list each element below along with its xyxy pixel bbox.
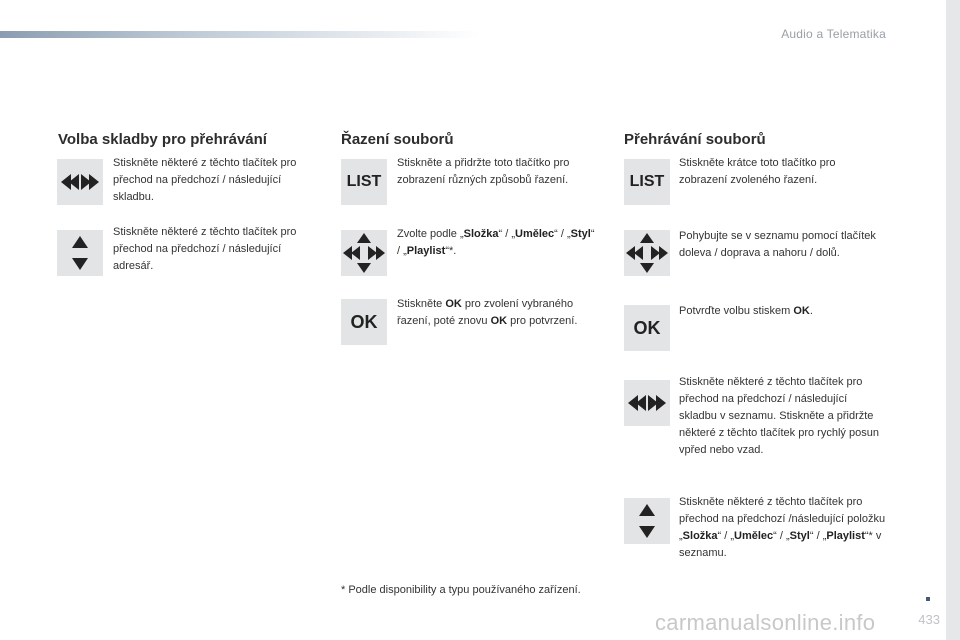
four-way-arrows-icon <box>341 230 387 276</box>
header-gradient-bar <box>0 31 480 38</box>
page-number: 433 <box>918 612 940 627</box>
section-title: Audio a Telematika <box>781 27 886 41</box>
list-label: LIST <box>346 173 382 190</box>
ok-button-icon <box>341 299 387 345</box>
prev-next-arrows-icon <box>57 159 103 205</box>
page-marker <box>926 597 930 601</box>
track-select-description: Stiskněte některé z těchto tlačítek pro přechod na předchozí / následující skladbu. <box>113 157 297 203</box>
sorting-confirm-description: Stiskněte OK pro zvolení vybraného řazení, poté znovu OK pro potvrzení. <box>397 298 578 327</box>
skip-category-description: Stiskněte některé z těchto tlačítek pro přechod na předchozí /následující položku „Složka“ / „Umělec“ / „Styl“ / „Playlist“* v seznamu. <box>679 496 886 559</box>
skip-track-description: Stiskněte některé z těchto tlačítek pro přechod na předchozí / následující skladbu v seznamu. Stiskněte a přidržte některé z těchto tlačítek pro rychlý posun vpřed nebo vzad. <box>679 376 879 456</box>
up-down-arrows-icon <box>57 230 103 276</box>
folder-select-description: Stiskněte některé z těchto tlačítek pro přechod na předchozí / následující adresář. <box>113 226 297 272</box>
footnote: * Podle disponibility a typu používaného zařízení. <box>341 584 581 596</box>
playback-list-description: Stiskněte krátce toto tlačítko pro zobrazení zvoleného řazení. <box>679 157 836 186</box>
prev-next-arrows-icon <box>624 380 670 426</box>
column-title-file-playback: Přehrávání souborů <box>624 131 766 148</box>
ok-label: OK <box>350 311 378 332</box>
list-button-icon <box>341 159 387 205</box>
list-button-icon <box>624 159 670 205</box>
navigate-list-description: Pohybujte se v seznamu pomocí tlačítek doleva / doprava a nahoru / dolů. <box>679 230 876 259</box>
four-way-arrows-icon <box>624 230 670 276</box>
sorting-criteria-description: Zvolte podle „Složka“ / „Umělec“ / „Styl“ / „Playlist“*. <box>397 228 595 257</box>
up-down-arrows-icon <box>624 498 670 544</box>
playback-confirm-description: Potvrďte volbu stiskem OK. <box>679 305 813 317</box>
column-title-track-selection: Volba skladby pro přehrávání <box>58 131 267 148</box>
column-title-file-sorting: Řazení souborů <box>341 131 454 148</box>
ok-button-icon <box>624 305 670 351</box>
list-label: LIST <box>629 173 665 190</box>
sorting-list-description: Stiskněte a přidržte toto tlačítko pro zobrazení různých způsobů řazení. <box>397 157 570 186</box>
ok-label: OK <box>633 317 661 338</box>
page-edge-strip <box>946 0 960 640</box>
watermark-text: carmanualsonline.info <box>655 610 876 635</box>
